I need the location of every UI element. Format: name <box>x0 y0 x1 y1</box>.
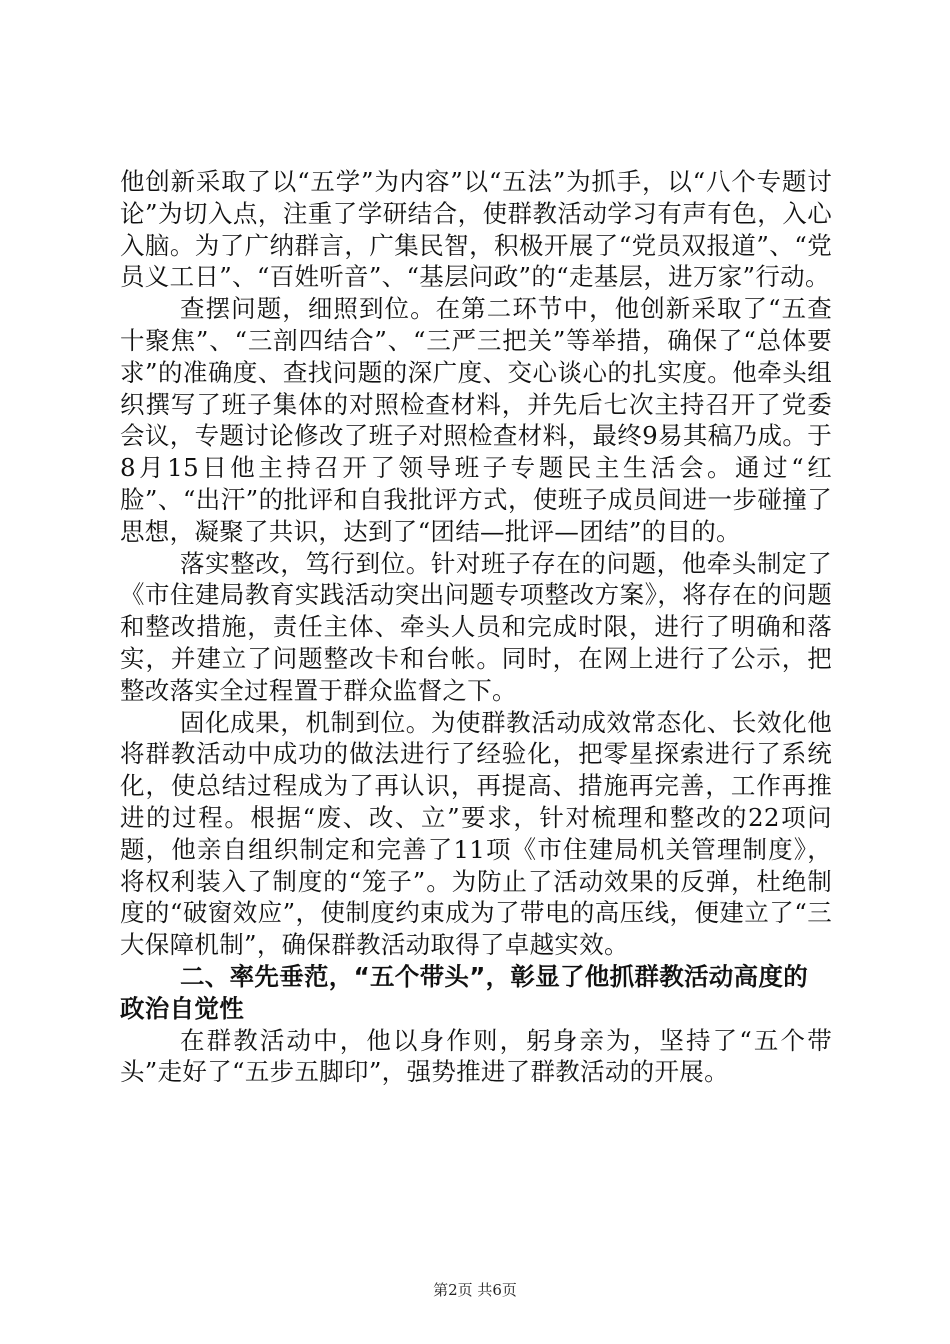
page-footer: 第2页 共6页 <box>433 1281 517 1299</box>
paragraph-closing: 在群教活动中，他以身作则，躬身亲为，坚持了“五个带头”走好了“五步五脚印”，强势推进了群教活动的开展。 <box>120 1025 832 1087</box>
paragraph-investigation: 查摆问题，细照到位。在第二环节中，他创新采取了“五查十聚焦”、“三剖四结合”、“三严三把关”等举措，确保了“总体要求”的准确度、查找问题的深广度、交心谈心的扎实度。他牵头组织撰写了班子集体的对照检查材料，并先后七次主持召开了党委会议，专题讨论修改了班子对照检查材料，最终9易其稿乃成。于8月15日他主持召开了领导班子专题民主生活会。通过“红脸”、“出汗”的批评和自我批评方式，使班子成员间进一步碰撞了思想，凝聚了共识，达到了“团结—批评—团结”的目的。 <box>120 294 832 546</box>
paragraph-rectification: 落实整改，笃行到位。针对班子存在的问题，他牵头制定了《市住建局教育实践活动突出问题专项整改方案》，将存在的问题和整改措施，责任主体、牵头人员和完成时限，进行了明确和落实，并建立了问题整改卡和台帐。同时，在网上进行了公示，把整改落实全过程置于群众监督之下。 <box>120 548 832 705</box>
paragraph-consolidation: 固化成果，机制到位。为使群教活动成效常态化、长效化他将群教活动中成功的做法进行了经验化，把零星探索进行了系统化，使总结过程成为了再认识，再提高、措施再完善，工作再推进的过程。根据“废、改、立”要求，针对梳理和整改的22项问题，他亲自组织制定和完善了11项《市住建局机关管理制度》，将权利装入了制度的“笼子”。为防止了活动效果的反弹，杜绝制度的“破窗效应”，使制度约束成为了带电的高压线，便建立了“三大保障机制”，确保群教活动取得了卓越实效。 <box>120 707 832 960</box>
paragraph-continuation: 他创新采取了以“五学”为内容”以“五法”为抓手，以“八个专题讨论”为切入点，注重了学研结合，使群教活动学习有声有色，入心入脑。为了广纳群言，广集民智，积极开展了“党员双报道”、“党员义工日”、“百姓听音”、“基层问政”的“走基层，进万家”行动。 <box>120 167 832 292</box>
document-body <box>120 166 832 1088</box>
section-heading: 二、率先垂范，“五个带头”，彰显了他抓群教活动高度的政治自觉性 <box>120 961 809 1023</box>
